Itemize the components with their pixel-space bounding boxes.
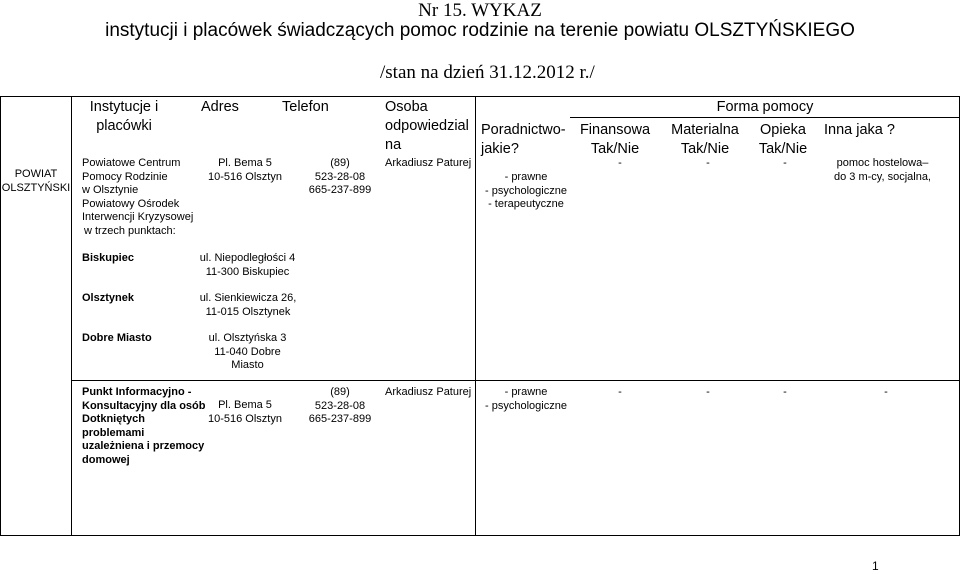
material-main: - <box>706 157 710 169</box>
other-main: pomoc hostelowa– do 3 m-cy, socjalna, <box>833 157 931 183</box>
care-main: - <box>783 157 787 169</box>
phone-main: (89) 523-28-08 665-237-899 <box>308 157 372 196</box>
institution-point: Punkt Informacyjno - Konsultacyjny dla osób Dotkniętych problemami uzależniena i przemocy domowej <box>82 386 206 466</box>
document-subtitle: instytucji i placówek świadczących pomoc rodzinie na terenie powiatu OLSZTYŃSKIEGO <box>105 20 855 41</box>
header-material: Materialna Tak/Nie <box>671 122 739 157</box>
header-forma-pomocy: Forma pomocy <box>716 99 814 115</box>
address-main: Pl. Bema 5 10-516 Olsztyn <box>208 157 282 183</box>
care-point: - <box>783 386 787 398</box>
counseling-point: - prawne - psychologiczne <box>485 386 567 412</box>
branch-name: Biskupiec <box>82 252 134 264</box>
region-label: POWIAT OLSZTYŃSKI <box>1 168 71 194</box>
page-number: 1 <box>872 559 879 573</box>
financial-point: - <box>618 386 622 398</box>
header-other: Inna jaka ? <box>824 122 895 138</box>
person-point: Arkadiusz Paturej <box>385 386 472 398</box>
person-main: Arkadiusz Paturej <box>385 157 472 169</box>
header-care: Opieka Tak/Nie <box>758 122 808 157</box>
branch-address: ul. Olsztyńska 3 11-040 Dobre Miasto <box>208 332 287 371</box>
header-financial: Finansowa Tak/Nie <box>579 122 651 157</box>
header-person: Osoba odpowiedzial na <box>385 99 469 153</box>
header-phone: Telefon <box>282 99 329 115</box>
branch-address: ul. Sienkiewicza 26, 11-015 Olsztynek <box>199 292 297 318</box>
financial-main: - <box>618 157 622 169</box>
material-point: - <box>706 386 710 398</box>
other-point: - <box>884 386 888 398</box>
header-address: Adres <box>201 99 239 115</box>
phone-point: (89) 523-28-08 665-237-899 <box>308 386 372 425</box>
counseling-main: - prawne - psychologiczne - terapeutyczne <box>485 171 567 210</box>
header-counseling: Poradnictwo- jakie? <box>481 122 566 157</box>
document-title: Nr 15. WYKAZ <box>418 0 542 21</box>
branch-name: Olsztynek <box>82 292 134 304</box>
address-point: Pl. Bema 5 10-516 Olsztyn <box>208 399 282 425</box>
institution-pcpr: Powiatowe Centrum Pomocy Rodzinie w Olsztynie Powiatowy Ośrodek Interwencji Kryzysowej w trzech punktach: <box>82 157 194 237</box>
branch-name: Dobre Miasto <box>82 332 152 344</box>
status-date: /stan na dzień 31.12.2012 r./ <box>380 62 595 83</box>
header-institutions: Instytucje i placówki <box>89 99 159 134</box>
branch-address: ul. Niepodległości 4 11-300 Biskupiec <box>199 252 296 278</box>
